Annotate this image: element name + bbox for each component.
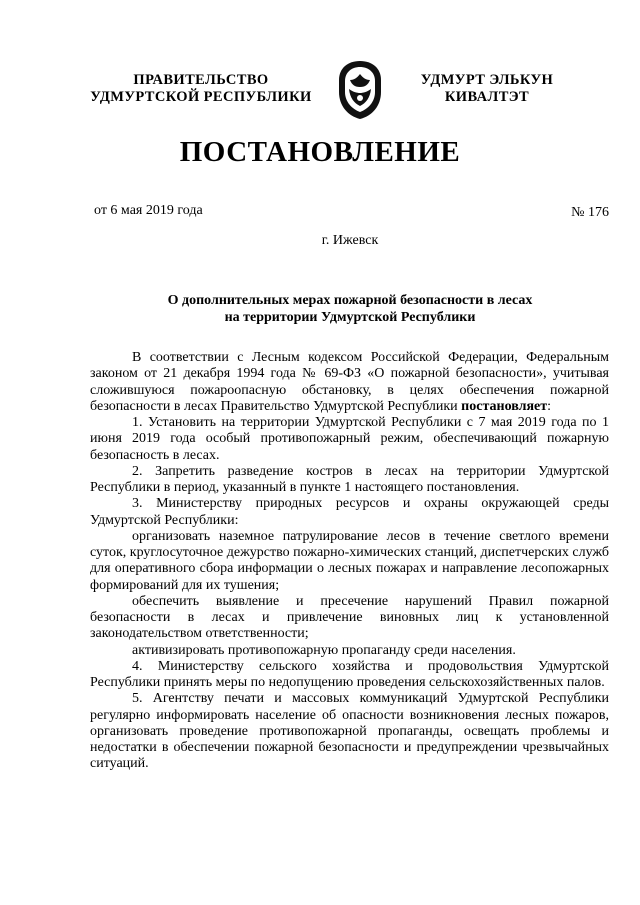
document-subject xyxy=(120,292,580,326)
decree-word: постановляет xyxy=(461,398,548,414)
item-3-paragraph: 3. Министерству природных ресурсов и охраны окружающей среды Удмуртской Республики: xyxy=(90,496,609,528)
subject-line-1: О дополнительных мерах пожарной безопасности в лесах xyxy=(167,293,533,308)
intro-paragraph xyxy=(90,350,609,415)
decree-colon: : xyxy=(547,398,552,414)
subject-line-2: на территории Удмуртской Республики xyxy=(224,310,476,325)
header-right xyxy=(398,72,576,106)
header-left-line1: ПРАВИТЕЛЬСТВО xyxy=(133,72,269,88)
item-3b-paragraph: обеспечить выявление и пресечение нарушений Правил пожарной безопасности в лесах и привлечение виновных лиц к установленной законодательством ответственности; xyxy=(90,593,609,642)
item-2-paragraph: 2. Запретить разведение костров в лесах на территории Удмуртской Республики в период, указанный в пункте 1 настоящего постановления. xyxy=(90,463,609,495)
item-3c-paragraph: активизировать противопожарную пропаганду среди населения. xyxy=(132,642,516,658)
item-3a-paragraph: организовать наземное патрулирование лесов в течение светлого времени суток, круглосуточное дежурство пожарно-химических станций, диспетчерских служб для оперативного сбора информации о лесных пожарах и направление лесопожарных формирований для их тушения; xyxy=(90,528,609,593)
document-type-title: ПОСТАНОВЛЕНИЕ xyxy=(179,136,461,168)
header-left-line2: УДМУРТСКОЙ РЕСПУБЛИКИ xyxy=(90,89,312,105)
header-left xyxy=(78,72,324,106)
header-right-line2: КИВАЛТЭТ xyxy=(444,89,530,105)
item-5-paragraph: 5. Агентству печати и массовых коммуникаций Удмуртской Республики регулярно информировать население об опасности возникновения лесных пожаров, организовать проведение противопожарной пропаганды, освещать проблемы и недостатки в обеспечении пожарной безопасности и предупреждении чрезвычайных ситуаций. xyxy=(90,691,609,772)
document-city: г. Ижевск xyxy=(321,233,379,248)
item-1-paragraph: 1. Установить на территории Удмуртской Республики с 7 мая 2019 года по 1 июня 2019 года особый противопожарный режим, обеспечивающий пожарную безопасность в лесах. xyxy=(90,415,609,463)
document-number: № 176 xyxy=(571,205,609,220)
document-date: от 6 мая 2019 года xyxy=(94,203,203,218)
intro-text: В соответствии с Лесным кодексом Российской Федерации, Федеральным законом от 21 декабря 1994 года № 69-ФЗ «О пожарной безопасности», учитывая сложившуюся пожароопасную обстановку, в целях обеспечения пожарной безопасности в лесах Правительство Удмуртской Республики xyxy=(90,350,609,414)
emblem-icon xyxy=(335,58,385,122)
header-right-line1: УДМУРТ ЭЛЬКУН xyxy=(420,72,554,88)
document-body xyxy=(90,350,609,773)
item-4-paragraph: 4. Министерству сельского хозяйства и продовольствия Удмуртской Республики принять меры по недопущению проведения сельскохозяйственных палов. xyxy=(90,658,609,690)
